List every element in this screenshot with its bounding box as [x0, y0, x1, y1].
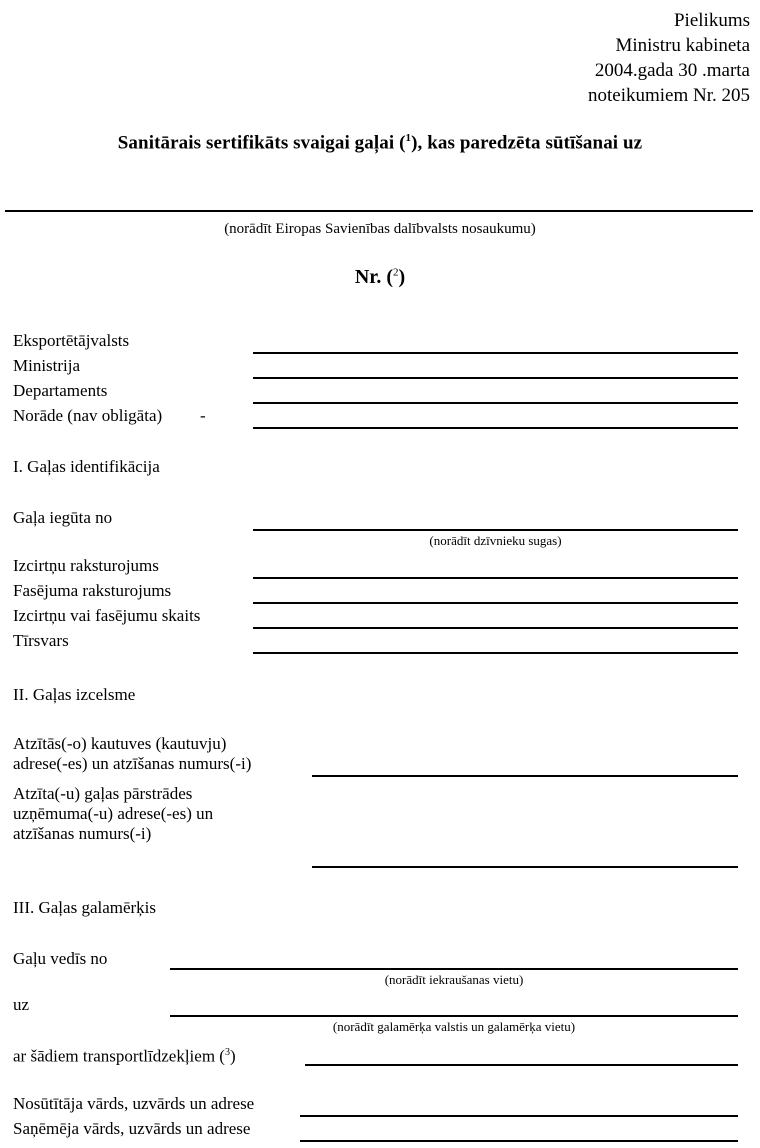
note-animal-species: (norādīt dzīvnieku sugas) [429, 533, 562, 548]
label-ministry: Ministrija [13, 356, 81, 375]
page-title [0, 132, 760, 154]
document-header [588, 8, 750, 108]
field-line-consignor[interactable] [300, 1115, 738, 1117]
label-meat-obtained-from: Gaļa iegūta no [13, 508, 113, 527]
means-footnote-marker: 3 [224, 1047, 230, 1058]
field-line-processing-plant[interactable] [312, 866, 738, 868]
title-footnote-marker: 1 [405, 132, 412, 144]
label-exporting-country: Eksportētājvalsts [13, 331, 130, 350]
means-text-after: ) [229, 1046, 236, 1066]
label-processing-plant-line-3: atzīšanas numurs(-i) [13, 824, 152, 843]
section-heading-ii: II. Gaļas izcelsme [13, 685, 136, 704]
field-line-department[interactable] [253, 402, 738, 404]
field-line-net-weight[interactable] [253, 652, 738, 654]
member-state-note: (norādīt Eiropas Savienības dalībvalsts nosaukumu) [224, 221, 536, 237]
field-line-dispatched-from[interactable] [170, 968, 738, 970]
header-line-1: Pielikums [673, 10, 750, 31]
label-reference: Norāde (nav obligāta) [13, 406, 163, 425]
field-line-consignee[interactable] [300, 1140, 738, 1142]
field-line-packaging-description[interactable] [253, 602, 738, 604]
nr-label: Nr. [354, 266, 382, 288]
nr-paren-close: ) [398, 266, 406, 288]
means-text-before: ar šādiem transportlīdzekļiem ( [13, 1046, 225, 1066]
label-number-of-cuts: Izcirtņu vai fasējumu skaits [13, 606, 201, 625]
label-net-weight: Tīrsvars [13, 631, 69, 650]
label-department: Departaments [13, 381, 108, 400]
field-line-means-of-transport[interactable] [305, 1064, 738, 1066]
label-consignee: Saņēmēja vārds, uzvārds un adrese [13, 1119, 251, 1138]
label-slaughterhouse-line-1: Atzītās(-o) kautuves (kautuvju) [13, 734, 227, 753]
note-destination-place: (norādīt galamērķa valstis un galamērķa vietu) [332, 1019, 576, 1034]
field-line-cuts-description[interactable] [253, 577, 738, 579]
field-line-ministry[interactable] [253, 377, 738, 379]
header-line-3: 2004.gada 30 .marta [594, 60, 750, 81]
label-slaughterhouse-line-2: adrese(-es) un atzīšanas numurs(-i) [13, 754, 252, 773]
label-dispatched-from: Gaļu vedīs no [13, 949, 108, 968]
section-heading-iii: III. Gaļas galamērķis [13, 898, 157, 917]
label-destination-to: uz [13, 995, 30, 1014]
field-line-reference[interactable] [253, 427, 738, 429]
title-text-before: Sanitārais sertifikāts svaigai gaļai ( [117, 132, 406, 154]
member-state-rule [5, 210, 753, 212]
certificate-number [0, 266, 760, 289]
field-line-meat-obtained-from[interactable] [253, 529, 738, 531]
header-line-2: Ministru kabineta [615, 35, 750, 56]
field-line-destination-to[interactable] [170, 1015, 738, 1017]
label-consignor: Nosūtītāja vārds, uzvārds un adrese [13, 1094, 255, 1113]
label-processing-plant-line-1: Atzīta(-u) gaļas pārstrādes [13, 784, 193, 803]
reference-dash: - [200, 406, 206, 425]
label-packaging-description: Fasējuma raksturojums [13, 581, 172, 600]
field-line-exporting-country[interactable] [253, 352, 738, 354]
field-line-number-of-cuts[interactable] [253, 627, 738, 629]
section-heading-i: I. Gaļas identifikācija [13, 457, 160, 476]
header-line-4: noteikumiem Nr. 205 [587, 85, 750, 106]
nr-footnote-marker: 2 [392, 266, 399, 279]
label-cuts-description: Izcirtņu raksturojums [13, 556, 159, 575]
title-text-after: ), kas paredzēta sūtīšanai uz [411, 132, 643, 154]
field-line-slaughterhouse[interactable] [312, 775, 738, 777]
note-loading-place: (norādīt iekraušanas vietu) [384, 972, 524, 987]
label-processing-plant-line-2: uzņēmuma(-u) adrese(-es) un [13, 804, 214, 823]
label-means-of-transport [13, 1042, 236, 1068]
nr-paren-open: ( [386, 266, 393, 288]
